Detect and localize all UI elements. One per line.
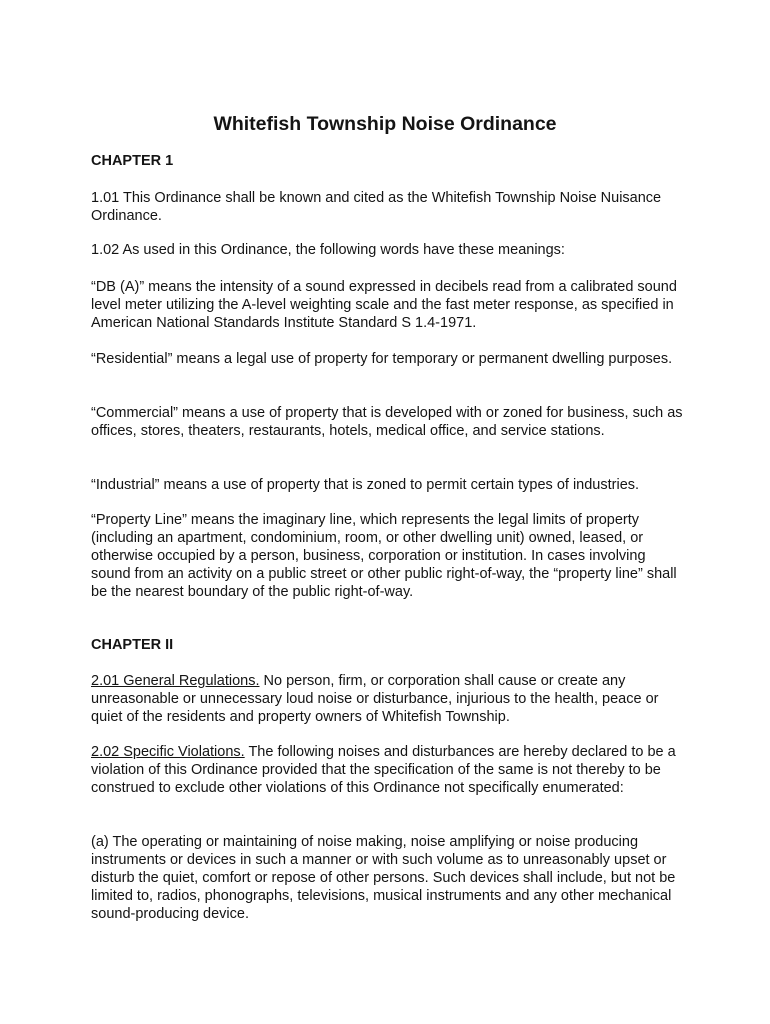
section-2-01-label: 2.01 General Regulations. [91, 673, 260, 689]
section-2-02-label: 2.02 Specific Violations. [91, 744, 245, 760]
document-title: Whitefish Township Noise Ordinance [213, 113, 557, 135]
section-1-02: 1.02 As used in this Ordinance, the following words have these meanings: [91, 242, 565, 258]
section-2-02-text: The following noises and disturbances are hereby declared to be a violation of this Ordinance provided that the specification of the same is not thereby to be construed to exclude other violations of this Ordinance not specifically enumerated: [91, 744, 676, 796]
section-2-02 [91, 743, 689, 797]
chapter-2-heading: CHAPTER II [91, 637, 174, 653]
definition-industrial: “Industrial” means a use of property that is zoned to permit certain types of industries. [91, 477, 640, 493]
item-a: (a) The operating or maintaining of noise making, noise amplifying or noise producing instruments or devices in such a manner or with such volume as to unreasonably upset or disturb the quiet, comfort or repose of other persons. Such devices shall include, but not be limited to, radios, phonographs, televisions, musical instruments and any other mechanical sound-producing device. [91, 834, 676, 922]
section-2-01-text: No person, firm, or corporation shall cause or create any unreasonable or unnecessary loud noise or disturbance, injurious to the health, peace or quiet of the residents and property owners of Whitefish Township. [91, 673, 659, 725]
section-1-01: 1.01 This Ordinance shall be known and cited as the Whitefish Township Noise Nuisance Ordinance. [91, 190, 662, 224]
definition-dba: “DB (A)” means the intensity of a sound expressed in decibels read from a calibrated sound level meter utilizing the A-level weighting scale and the fast meter response, as specified in American National Standards Institute Standard S 1.4-1971. [91, 279, 677, 331]
definition-property-line: “Property Line” means the imaginary line, which represents the legal limits of property (including an apartment, condominium, room, or other dwelling unit) owned, leased, or otherwise occupied by a person, business, corporation or institution. In cases involving sound from an activity on a public street or other public right-of-way, the “property line” shall be the nearest boundary of the public right-of-way. [91, 512, 677, 600]
definition-commercial: “Commercial” means a use of property that is developed with or zoned for business, such as offices, stores, theaters, restaurants, hotels, medical office, and service stations. [91, 405, 683, 439]
chapter-1-heading: CHAPTER 1 [91, 153, 174, 169]
definition-residential: “Residential” means a legal use of property for temporary or permanent dwelling purposes. [91, 351, 673, 367]
section-2-01 [91, 672, 689, 726]
